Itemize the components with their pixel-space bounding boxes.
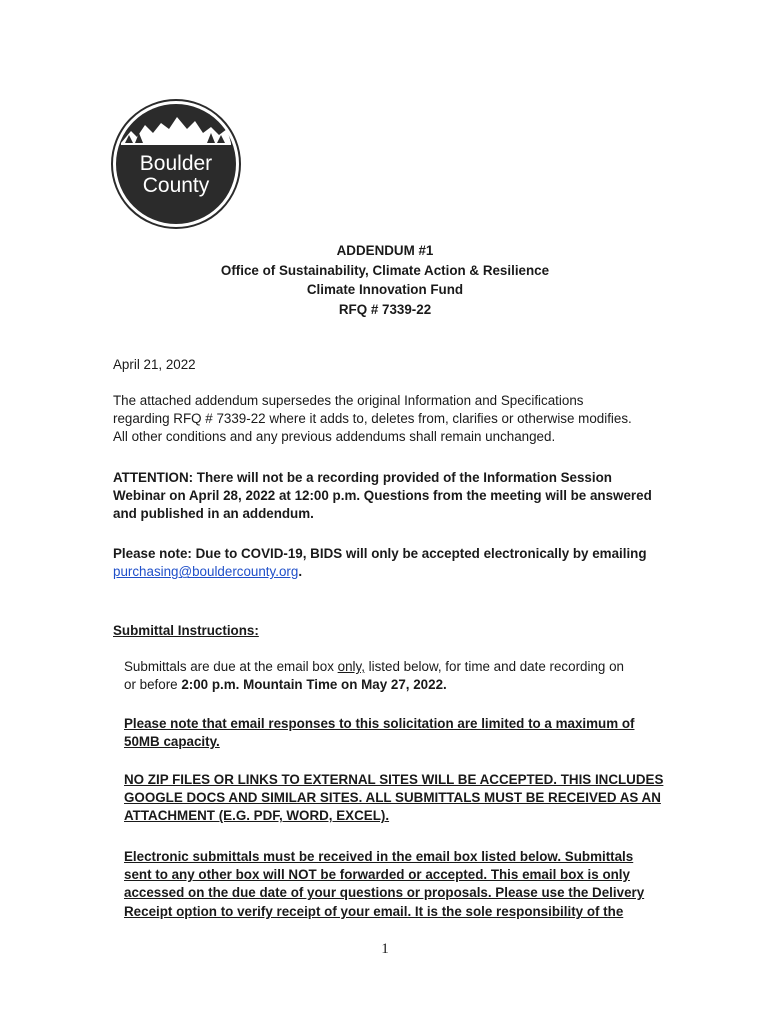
- electronic-submittal-notice: Electronic submittals must be received in the email box listed below. Submittals sent to any other box will NOT be forwarded or accepted. This email box is only accessed on the due date of your questions or proposals. Please use the Delivery Receipt option to verify receipt of your email. It is the sole responsibility of the: [124, 849, 645, 919]
- submittal-heading: Submittal Instructions:: [113, 623, 259, 638]
- purchasing-email-link[interactable]: purchasing@bouldercounty.org: [113, 564, 299, 580]
- deadline-text: 2:00 p.m. Mountain Time on May 27, 2022.: [181, 677, 447, 693]
- covid-note: Please note: Due to COVID-19, BIDS will only be accepted electronically by emailing purchasing@bouldercounty.org.: [113, 546, 647, 580]
- boulder-county-logo: [111, 99, 241, 229]
- fund-name: Climate Innovation Fund: [306, 282, 464, 297]
- no-zip-notice: NO ZIP FILES OR LINKS TO EXTERNAL SITES WILL BE ACCEPTED. THIS INCLUDES GOOGLE DOCS AND SIMILAR SITES. ALL SUBMITTALS MUST BE RECEIVED AS AN ATTACHMENT (E.G. PDF, WORD, EXCEL).: [124, 772, 664, 824]
- logo-text-line2: County: [142, 174, 210, 197]
- page-number: 1: [381, 941, 389, 957]
- logo-text-line1: Boulder: [139, 152, 213, 175]
- rfq-number: RFQ # 7339-22: [338, 301, 432, 317]
- document-date: April 21, 2022: [113, 357, 196, 372]
- submittal-deadline-paragraph: Submittals are due at the email box only, listed below, for time and date recording on or before 2:00 p.m. Mountain Time on May 27, 2022.: [124, 659, 624, 693]
- attention-paragraph: ATTENTION: There will not be a recording provided of the Information Session Webinar on April 28, 2022 at 12:00 p.m. Questions from the meeting will be answered and published in an addendum.: [113, 470, 652, 522]
- email-size-note: Please note that email responses to this solicitation are limited to a maximum of 50MB capacity.: [124, 716, 635, 750]
- office-name: Office of Sustainability, Climate Action & Resilience: [220, 262, 550, 278]
- addendum-heading: [0, 241, 770, 319]
- intro-paragraph: The attached addendum supersedes the original Information and Specifications regarding RFQ # 7339-22 where it adds to, deletes from, clarifies or otherwise modifies. All other conditions and any previous addendums shall remain unchanged.: [113, 393, 632, 445]
- addendum-title: ADDENDUM #1: [336, 243, 434, 258]
